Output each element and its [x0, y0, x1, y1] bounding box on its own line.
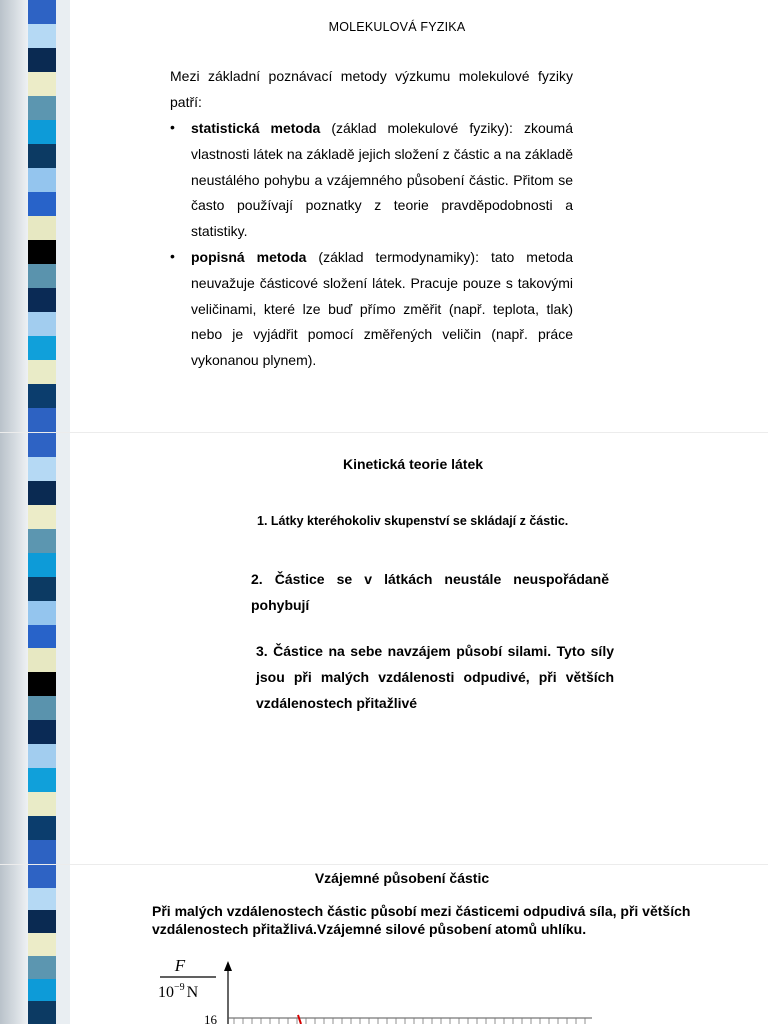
- bullet-icon: •: [170, 248, 175, 264]
- bullet-icon: •: [170, 119, 175, 135]
- strip-tile: [28, 120, 56, 144]
- strip-tile: [28, 144, 56, 168]
- page-title: MOLEKULOVÁ FYZIKA: [328, 20, 466, 34]
- strip-tile: [28, 505, 56, 529]
- strip-tile: [28, 529, 56, 553]
- strip-tile: [28, 312, 56, 336]
- strip-tile: [28, 768, 56, 792]
- decorative-strip-page-3: [0, 865, 70, 1024]
- strip-tile: [28, 48, 56, 72]
- graph-ylabel-numerator: F: [174, 956, 186, 975]
- interaction-paragraph: Při malých vzdálenostech částic působí mezi částicemi odpudivá síla, při větších vzdálenostech přitažlivá.Vzájemné silové působení atomů uhlíku.: [152, 903, 691, 937]
- strip-tile: [28, 696, 56, 720]
- strip-tiles: [28, 433, 56, 864]
- strip-tile: [28, 240, 56, 264]
- strip-tile: [28, 979, 56, 1002]
- strip-tile: [28, 96, 56, 120]
- strip-tile: [28, 216, 56, 240]
- method-description: (základ molekulové fyziky): zkoumá vlastnosti látek na základě jejich složení z částic a na základě neustálého pohybu a vzájemného působení částic. Přitom se často používají poznatky z teorie pravděpodobnosti a statistiky.: [191, 120, 573, 240]
- strip-shade: [0, 865, 28, 1024]
- method-statistical: [191, 116, 573, 245]
- page-separator: [0, 864, 768, 865]
- strip-tile: [28, 792, 56, 816]
- strip-tile: [28, 720, 56, 744]
- strip-tile: [28, 672, 56, 696]
- method-description: (základ termodynamiky): tato metoda neuvažuje částicové složení látek. Pracuje pouze s takovými veličinami, které lze buď přímo změřit (např. teplota, tlak) nebo je vyjádřit pomocí změřených veličin (např. práce vykonanou plynem).: [191, 249, 573, 369]
- strip-tile: [28, 601, 56, 625]
- intro-paragraph: Mezi základní poznávací metody výzkumu molekulové fyziky patří:: [170, 68, 573, 110]
- force-graph-svg: [152, 955, 612, 1024]
- strip-tile: [28, 264, 56, 288]
- strip-tile: [28, 625, 56, 649]
- strip-tile: [28, 336, 56, 360]
- strip-tile: [28, 648, 56, 672]
- graph-ylabel-denominator: $10^{-9}$ N: [158, 982, 199, 1001]
- strip-tile: [28, 481, 56, 505]
- strip-shade: [0, 433, 28, 864]
- strip-tiles: [28, 0, 56, 432]
- strip-tile: [28, 360, 56, 384]
- strip-tile: [28, 744, 56, 768]
- kinetic-point-3: 3. Částice na sebe navzájem působí silami. Tyto síly jsou při malých vzdálenosti odpudivé, při větších vzdálenostech přitažlivé: [256, 643, 614, 711]
- strip-tile: [28, 384, 56, 408]
- method-descriptive: [191, 245, 573, 374]
- strip-tiles: [28, 865, 56, 1024]
- strip-tile: [28, 192, 56, 216]
- interaction-title: Vzájemné působení částic: [314, 870, 490, 886]
- graph-grid-ticks: [234, 1018, 585, 1024]
- strip-tile: [28, 168, 56, 192]
- graph-curve: [298, 1015, 301, 1024]
- decorative-strip-page-1: [0, 0, 70, 432]
- strip-tile: [28, 910, 56, 933]
- graph-y-axis-arrow: [224, 961, 232, 971]
- kinetic-point-2: 2. Částice se v látkách neustále neuspořádaně pohybují: [251, 571, 609, 613]
- method-name: statistická metoda: [191, 120, 321, 136]
- strip-shade: [0, 0, 28, 432]
- strip-tile: [28, 933, 56, 956]
- method-name: popisná metoda: [191, 249, 307, 265]
- strip-tile: [28, 408, 56, 432]
- strip-tile: [28, 433, 56, 457]
- graph-tick-label: 16: [204, 1012, 217, 1024]
- kinetic-point-1: 1. Látky kteréhokoliv skupenství se skládají z částic.: [257, 514, 569, 528]
- strip-tile: [28, 553, 56, 577]
- strip-tile: [28, 888, 56, 911]
- decorative-strip-page-2: [0, 433, 70, 864]
- strip-tile: [28, 840, 56, 864]
- strip-tile: [28, 956, 56, 979]
- strip-tile: [28, 816, 56, 840]
- strip-tile: [28, 72, 56, 96]
- page-separator: [0, 432, 768, 433]
- strip-tile: [28, 1001, 56, 1024]
- strip-tile: [28, 288, 56, 312]
- force-graph: [152, 955, 612, 1024]
- strip-tile: [28, 577, 56, 601]
- kinetic-theory-title: Kinetická teorie látek: [342, 456, 484, 472]
